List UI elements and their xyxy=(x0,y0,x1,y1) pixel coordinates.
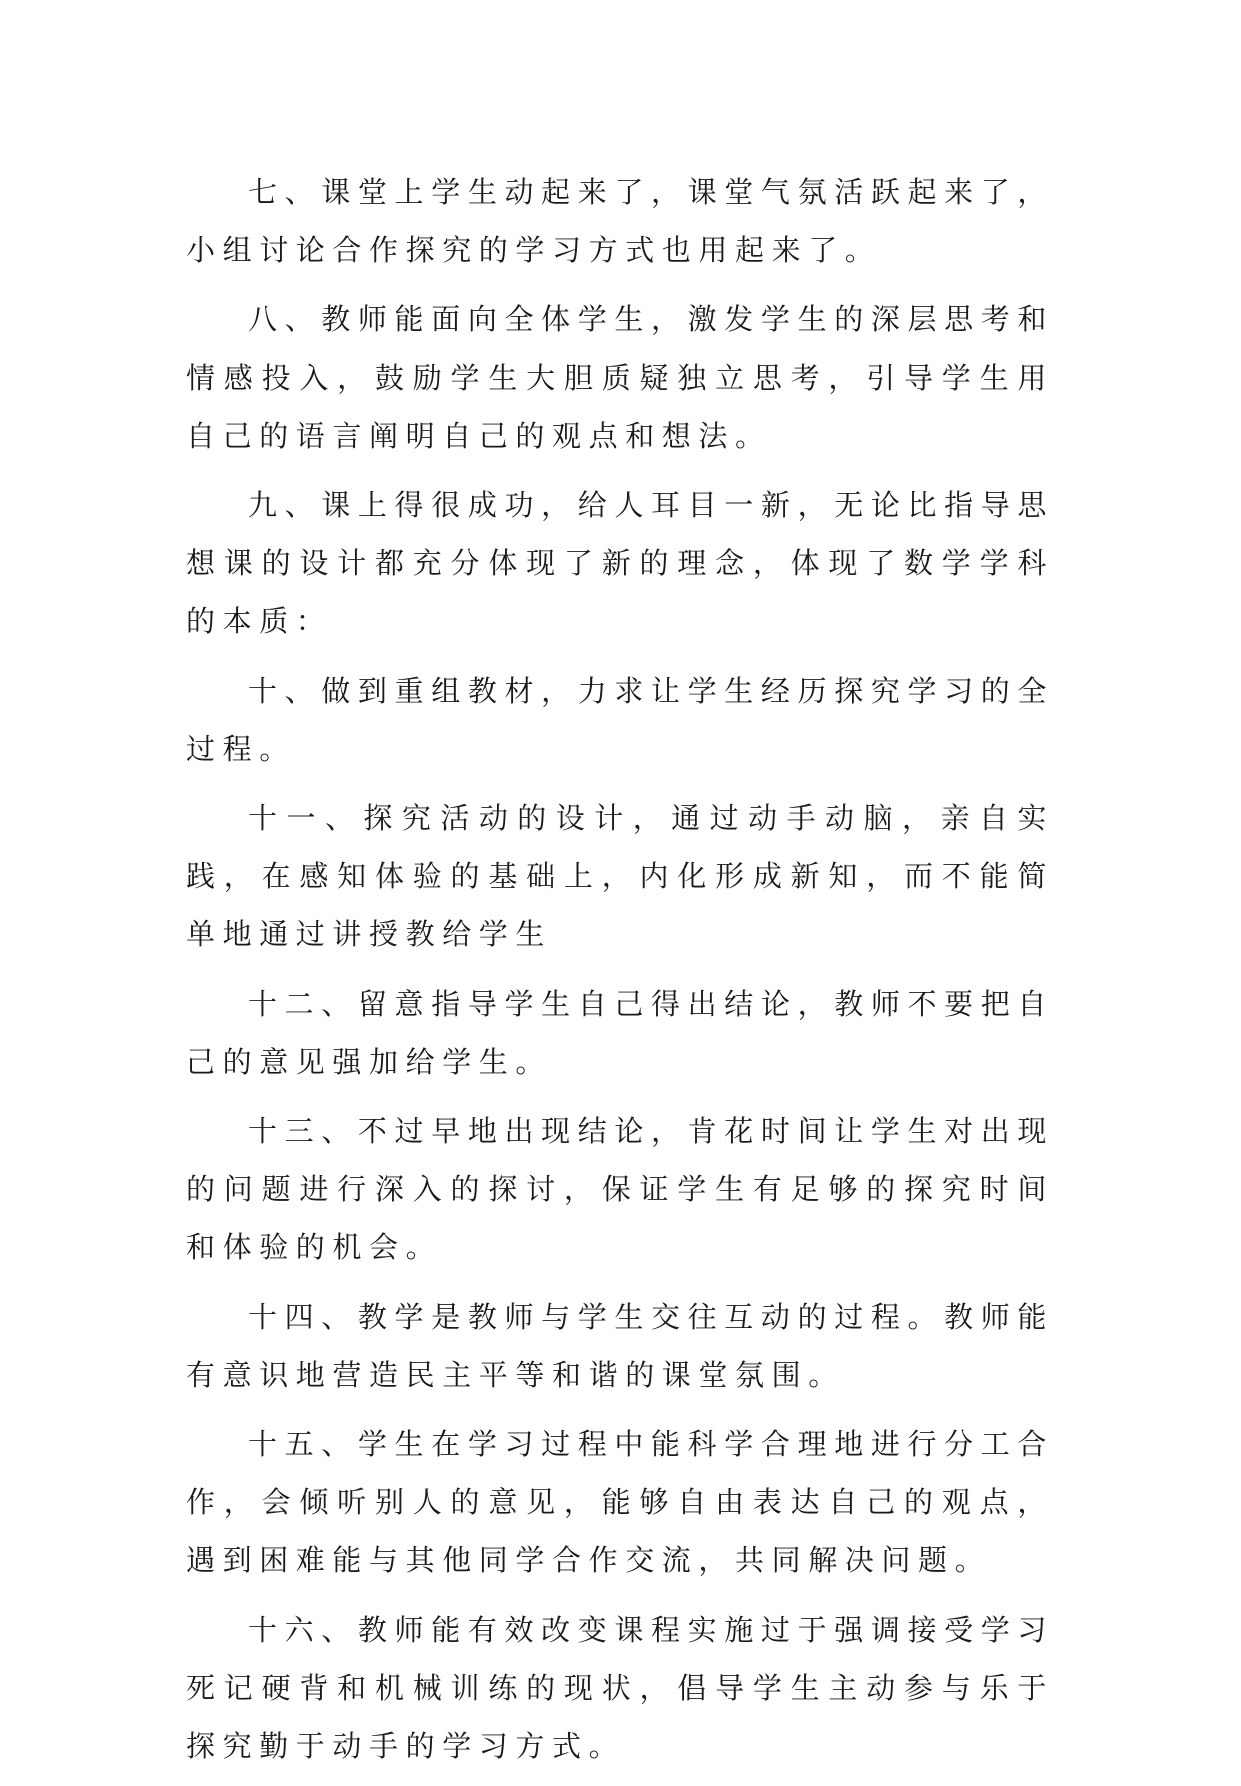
paragraph-16: 十六、教师能有效改变课程实施过于强调接受学习死记硬背和机械训练的现状，倡导学生主动参与乐于探究勤于动手的学习方式。 xyxy=(186,1612,1054,1764)
paragraph-12: 十二、留意指导学生自己得出结论，教师不要把自己的意见强加给学生。 xyxy=(186,986,1054,1079)
paragraph-15: 十五、学生在学习过程中能科学合理地进行分工合作，会倾听别人的意见，能够自由表达自己的观点，遇到困难能与其他同学合作交流，共同解决问题。 xyxy=(186,1427,1054,1578)
paragraph-10: 十、做到重组教材，力求让学生经历探究学习的全过程。 xyxy=(186,673,1054,766)
paragraph-7: 七、课堂上学生动起来了，课堂气氛活跃起来了，小组讨论合作探究的学习方式也用起来了。 xyxy=(186,175,1054,268)
document-body xyxy=(186,163,1054,1786)
paragraph-9: 九、课上得很成功，给人耳目一新，无论比指导思想课的设计都充分体现了新的理念，体现了数学学科的本质： xyxy=(186,488,1054,639)
paragraph-13: 十三、不过早地出现结论，肯花时间让学生对出现的问题进行深入的探讨，保证学生有足够的探究时间和体验的机会。 xyxy=(186,1114,1054,1265)
paragraph-11: 十一、探究活动的设计，通过动手动脑，亲自实践，在感知体验的基础上，内化形成新知，而不能简单地通过讲授教给学生 xyxy=(186,801,1054,952)
paragraph-8: 八、教师能面向全体学生，激发学生的深层思考和情感投入，鼓励学生大胆质疑独立思考，引导学生用自己的语言阐明自己的观点和想法。 xyxy=(186,302,1054,453)
paragraph-14: 十四、教学是教师与学生交往互动的过程。教师能有意识地营造民主平等和谐的课堂氛围。 xyxy=(186,1299,1054,1392)
